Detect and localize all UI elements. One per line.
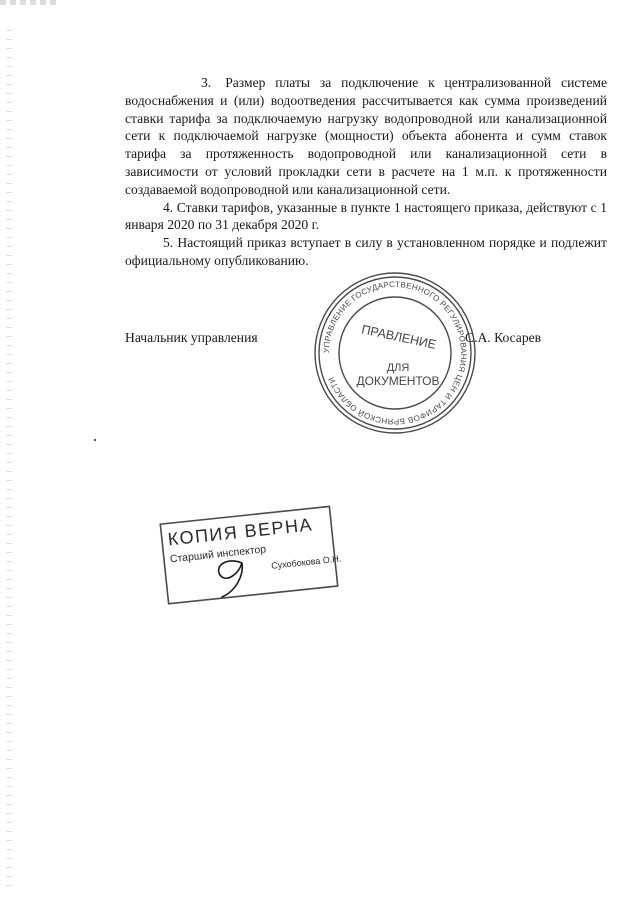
copy-stamp-position: Старший инспектор <box>169 543 267 566</box>
copy-stamp-heading: КОПИЯ ВЕРНА <box>166 514 314 550</box>
stamp-line-1: ПРАВЛЕНИЕ <box>360 322 438 352</box>
paragraph-text: Ставки тарифов, указанные в пункте 1 настоящего приказа, действуют с 1 января 2020 по 31 декабря 2020 г. <box>125 199 607 233</box>
signatory-title: Начальник управления <box>125 330 258 345</box>
paragraph-number: 4. <box>163 199 174 215</box>
certified-copy-stamp <box>158 505 343 605</box>
signature-scribble <box>219 561 243 597</box>
paragraph-number: 5. <box>163 235 174 251</box>
stamp-line-2: ДЛЯ <box>386 362 410 374</box>
paragraph-3 <box>125 74 607 199</box>
scan-margin-marks <box>6 30 12 890</box>
paragraph-text: Размер платы за подключение к централизованной системе водоснабжения и (или) водоотведения рассчитывается как сумма произведений ставки тарифа за подключаемую нагрузку водопроводной или канализационной сети к подключаемой нагрузке (мощности) объекта абонента и сумм ставок тарифа за протяженность водопроводной или канализационной сети в зависимости от условий прокладки сети в расчете на 1 м.п. к протяженности создаваемой водопроводной или канализационной сети. <box>125 75 607 197</box>
paragraph-number: 3. <box>201 75 212 90</box>
svg-text:УПРАВЛЕНИЕ ГОСУДАРСТВЕННОГО РЕ <box>322 280 468 426</box>
paragraph-text: Настоящий приказ вступает в силу в установленном порядке и подлежит официальному опубликованию. <box>125 235 607 268</box>
paragraph-5 <box>125 234 607 270</box>
stamp-line-3: ДОКУМЕНТОВ <box>356 374 440 388</box>
copy-stamp-name: Сухобокова О.Н. <box>270 553 342 571</box>
document-body <box>125 74 607 270</box>
paragraph-4 <box>125 199 607 235</box>
stamp-ring-text: УПРАВЛЕНИЕ ГОСУДАРСТВЕННОГО РЕГУЛИРОВАНИЯ ЦЕН И ТАРИФОВ БРЯНСКОЙ ОБЛАСТИ <box>321 279 469 427</box>
scan-edge-mark <box>0 0 60 5</box>
signatory-name: С.А. Косарев <box>465 330 542 345</box>
round-seal-stamp <box>310 268 480 438</box>
scan-dot <box>94 439 96 441</box>
